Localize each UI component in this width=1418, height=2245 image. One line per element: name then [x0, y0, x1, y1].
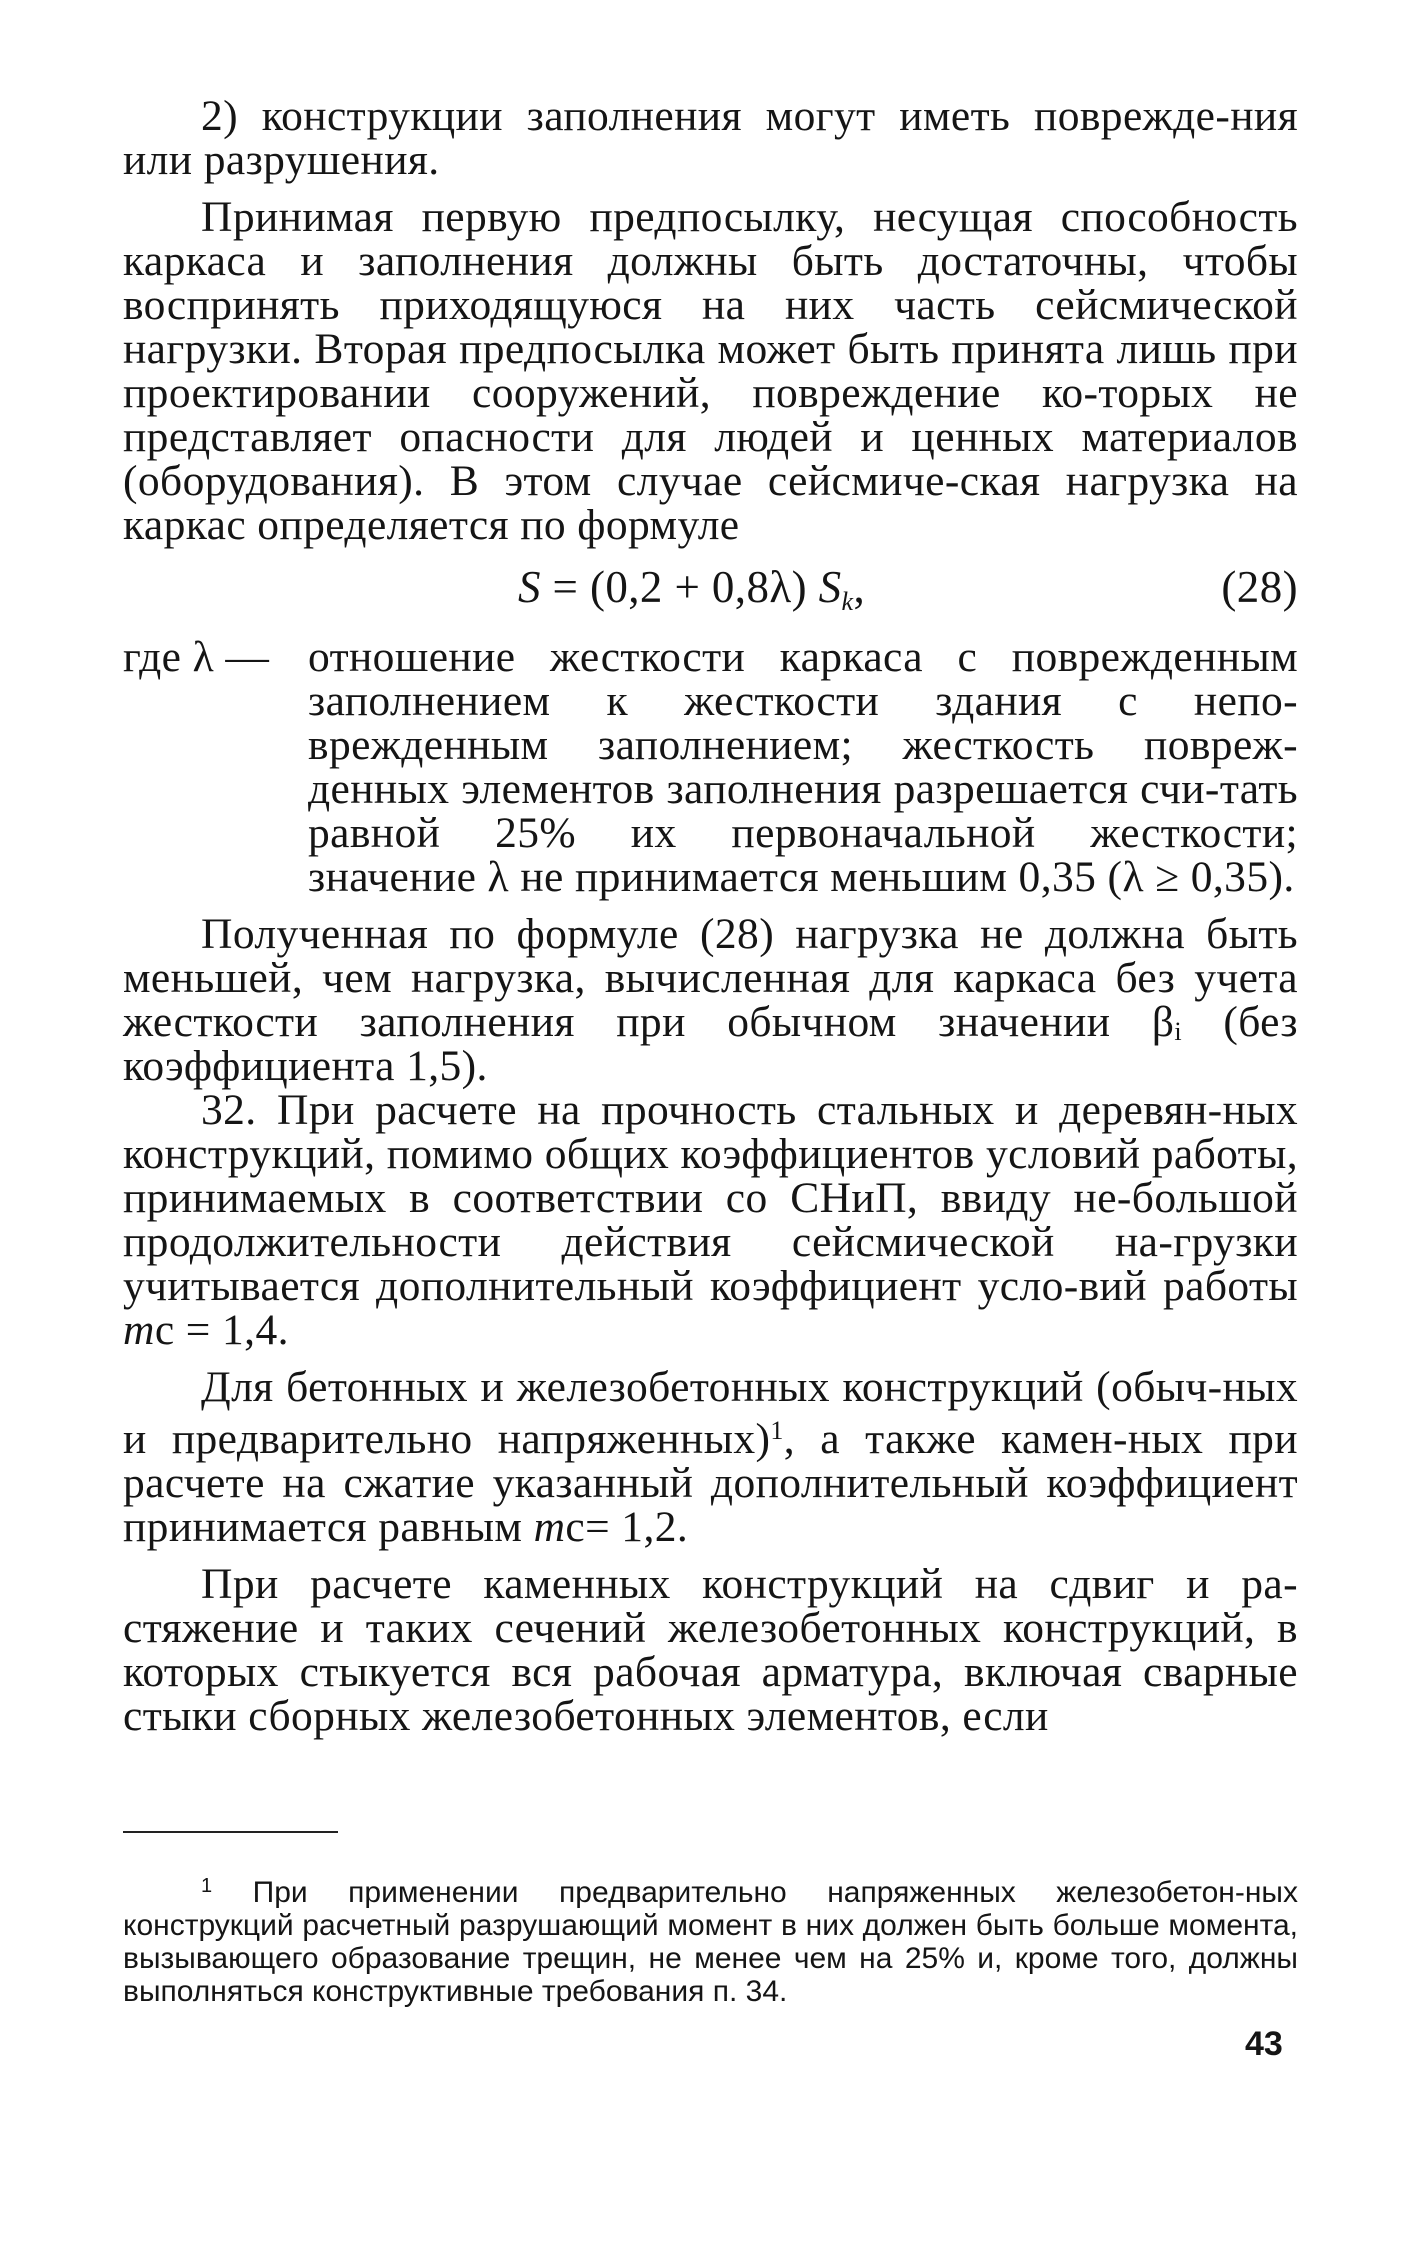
paragraph-6: При расчете каменных конструкций на сдвиг и ра-стяжение и таких сечений железобетонных конструкций, в которых стыкуется вся рабочая арматура, включая сварные стыки сборных железобетонных элементов, если — [123, 1560, 1298, 1740]
p4-m: m — [123, 1306, 155, 1354]
formula-s: S — [518, 562, 541, 612]
equation-number: (28) — [1221, 562, 1298, 612]
definition-term: где λ — — [123, 633, 270, 681]
p5-text: Для бетонных и железобетонных конструкций (обыч-ных и предварительно напряженных) — [123, 1363, 1298, 1463]
paragraph-4-clause-32 — [123, 1088, 1298, 1352]
p5-text-2: , а также камен-ных при расчете на сжатие указанный дополнительный коэффициент принимается равным — [123, 1415, 1298, 1551]
paragraph-5 — [123, 1365, 1298, 1549]
p5-value: с= 1,2. — [565, 1503, 689, 1551]
definition-text: отношение жесткости каркаса с поврежденным заполнением к жесткости здания с непо-врежденным заполнением; жесткость повреж-денных элементов заполнения разрешается счи-тать равной 25% их первоначальной жесткости; значение λ не принимается меньшим 0,35 (λ ≥ 0,35). — [308, 633, 1298, 901]
footnote-ref: 1 — [770, 1416, 784, 1445]
formula-comma: , — [853, 562, 866, 612]
formula-28 — [123, 561, 1298, 625]
formula-expression — [518, 562, 866, 624]
formula-subscript: k — [841, 587, 854, 616]
footnote-1 — [123, 1870, 1298, 2008]
main-text — [123, 94, 1298, 1738]
paragraph-3: Полученная по формуле (28) нагрузка не должна быть меньшей, чем нагрузка, вычисленная для каркаса без учета жесткости заполнения при обычном значении βᵢ (без коэффициента 1,5). — [123, 910, 1298, 1090]
formula-body: = (0,2 + 0,8λ) — [540, 562, 819, 612]
paragraph-2: Принимая первую предпосылку, несущая способность каркаса и заполнения должны быть достаточны, чтобы воспринять приходящуюся на них часть сейсмической нагрузки. Вторая предпосылка может быть принята лишь при проектировании сооружений, повреждение ко-торых не представляет опасности для людей и ценных материалов (оборудования). В этом случае сейсмиче-ская нагрузка на каркас определяется по формуле — [123, 193, 1298, 549]
page-number: 43 — [1245, 2025, 1283, 2063]
p4-text: 32. При расчете на прочность стальных и деревян-ных конструкций, помимо общих коэффициентов условий работы, принимаемых в соответствии со СНиП, ввиду не-большой продолжительности действия сейсмической на-грузки учитывается дополнительный коэффициент усло-вий работы — [123, 1086, 1298, 1310]
paragraph-1: 2) конструкции заполнения могут иметь поврежде-ния или разрушения. — [123, 92, 1298, 184]
footnote-text: При применении предварительно напряженных железобетон-ных конструкций расчетный разрушающий момент в них должен быть больше момента, вызывающего образование трещин, не менее чем на 25% и, кроме того, должны выполняться конструктивные требования п. 34. — [123, 1876, 1298, 2008]
p4-value: с = 1,4. — [154, 1306, 289, 1354]
footnotes — [123, 1870, 1298, 2008]
footnote-divider — [123, 1831, 338, 1833]
p5-m: m — [533, 1503, 566, 1551]
lambda-definition — [123, 635, 1298, 899]
footnote-mark: 1 — [201, 1875, 213, 1897]
formula-sk: S — [818, 562, 842, 612]
